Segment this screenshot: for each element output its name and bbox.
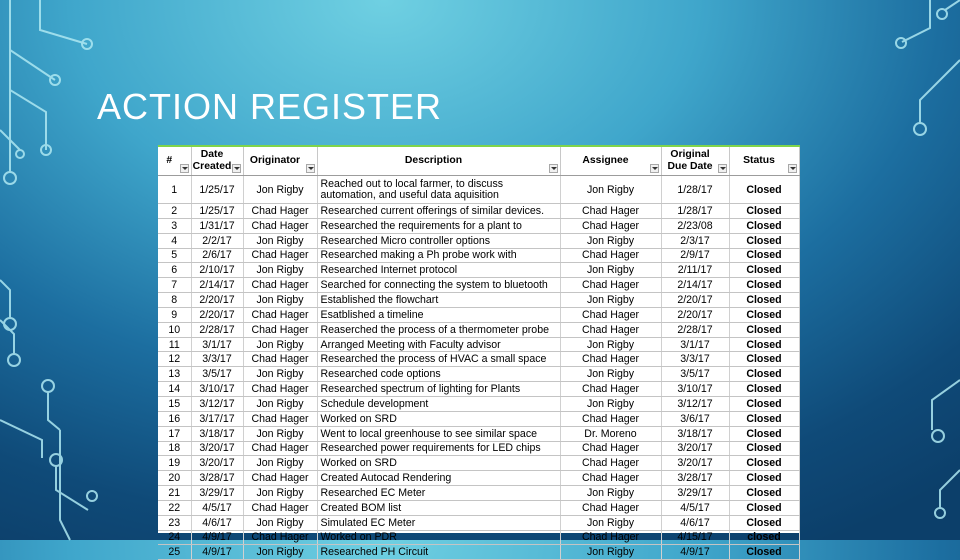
cell-assignee[interactable]: Chad Hager — [560, 530, 661, 545]
cell-date-created[interactable]: 2/6/17 — [191, 248, 243, 263]
cell-description[interactable] — [317, 515, 560, 530]
table-row[interactable] — [158, 426, 799, 441]
cell-assignee[interactable]: Jon Rigby — [560, 545, 661, 560]
cell-date-created[interactable]: 3/12/17 — [191, 396, 243, 411]
table-row[interactable] — [158, 352, 799, 367]
cell-status[interactable]: Closed — [729, 486, 799, 501]
description-text: Simulated EC Meter — [320, 516, 416, 529]
cell-description[interactable] — [317, 411, 560, 426]
cell-description[interactable] — [317, 218, 560, 233]
description-text: Created BOM list — [320, 501, 402, 514]
cell-description[interactable] — [317, 382, 560, 397]
cell-originator[interactable]: Jon Rigby — [243, 396, 317, 411]
cell-date-created[interactable]: 4/9/17 — [191, 530, 243, 545]
cell-originator[interactable]: Chad Hager — [243, 411, 317, 426]
cell-assignee[interactable]: Jon Rigby — [560, 293, 661, 308]
cell-assignee[interactable]: Chad Hager — [560, 248, 661, 263]
cell-description[interactable] — [317, 337, 560, 352]
cell-due-date[interactable]: 1/28/17 — [661, 204, 729, 219]
cell-due-date[interactable]: 2/3/17 — [661, 233, 729, 248]
slide-title: ACTION REGISTER — [97, 86, 443, 127]
cell-status[interactable]: Closed — [729, 248, 799, 263]
cell-assignee[interactable]: Chad Hager — [560, 411, 661, 426]
cell-originator[interactable]: Jon Rigby — [243, 337, 317, 352]
cell-description[interactable] — [317, 545, 560, 560]
cell-number[interactable]: 2 — [158, 204, 191, 219]
cell-status[interactable]: Closed — [729, 426, 799, 441]
cell-date-created[interactable]: 2/14/17 — [191, 278, 243, 293]
description-text: Researched power requirements for LED chips — [320, 442, 541, 455]
cell-status[interactable]: Closed — [729, 263, 799, 278]
cell-assignee[interactable]: Jon Rigby — [560, 263, 661, 278]
header-row — [158, 146, 799, 176]
cell-due-date[interactable]: 4/15/17 — [661, 530, 729, 545]
cell-date-created[interactable]: 3/17/17 — [191, 411, 243, 426]
cell-status[interactable]: Closed — [729, 396, 799, 411]
cell-number[interactable]: 6 — [158, 263, 191, 278]
table-row[interactable] — [158, 500, 799, 515]
cell-due-date[interactable]: 2/14/17 — [661, 278, 729, 293]
cell-date-created[interactable]: 2/10/17 — [191, 263, 243, 278]
cell-date-created[interactable]: 4/5/17 — [191, 500, 243, 515]
description-text: Worked on SRD — [320, 412, 397, 425]
cell-status[interactable]: closed — [729, 530, 799, 545]
cell-originator[interactable]: Jon Rigby — [243, 367, 317, 382]
cell-due-date[interactable]: 3/1/17 — [661, 337, 729, 352]
cell-date-created[interactable]: 3/18/17 — [191, 426, 243, 441]
cell-description[interactable] — [317, 307, 560, 322]
table-row[interactable] — [158, 218, 799, 233]
cell-status[interactable]: Closed — [729, 307, 799, 322]
description-text: Researched the requirements for a plant to — [320, 219, 522, 232]
table-row[interactable] — [158, 337, 799, 352]
cell-assignee[interactable]: Chad Hager — [560, 471, 661, 486]
description-text: Researched EC Meter — [320, 486, 426, 499]
cell-status[interactable]: Closed — [729, 456, 799, 471]
cell-due-date[interactable]: 3/20/17 — [661, 441, 729, 456]
table-row[interactable] — [158, 233, 799, 248]
cell-originator[interactable]: Jon Rigby — [243, 545, 317, 560]
cell-originator[interactable]: Jon Rigby — [243, 263, 317, 278]
cell-description[interactable] — [317, 233, 560, 248]
cell-assignee[interactable]: Chad Hager — [560, 307, 661, 322]
cell-date-created[interactable]: 3/3/17 — [191, 352, 243, 367]
cell-description[interactable] — [317, 352, 560, 367]
cell-status[interactable]: Closed — [729, 322, 799, 337]
filter-dropdown-icon[interactable] — [232, 164, 241, 173]
filter-dropdown-icon[interactable] — [549, 164, 558, 173]
table-row[interactable] — [158, 382, 799, 397]
cell-number[interactable]: 24 — [158, 530, 191, 545]
description-text: Worked on SRD — [320, 457, 397, 470]
cell-originator[interactable]: Chad Hager — [243, 471, 317, 486]
cell-date-created[interactable]: 2/28/17 — [191, 322, 243, 337]
col-header-originator[interactable]: Originator — [243, 146, 317, 176]
cell-assignee[interactable]: Chad Hager — [560, 352, 661, 367]
cell-date-created[interactable]: 1/31/17 — [191, 218, 243, 233]
cell-due-date[interactable]: 2/20/17 — [661, 307, 729, 322]
cell-date-created[interactable]: 3/10/17 — [191, 382, 243, 397]
cell-description[interactable] — [317, 248, 560, 263]
cell-number[interactable]: 11 — [158, 337, 191, 352]
cell-date-created[interactable]: 2/2/17 — [191, 233, 243, 248]
action-register-table — [158, 145, 799, 559]
cell-due-date[interactable]: 3/10/17 — [661, 382, 729, 397]
description-text: Schedule development — [320, 397, 429, 410]
cell-status[interactable]: Closed — [729, 278, 799, 293]
cell-originator[interactable]: Chad Hager — [243, 204, 317, 219]
cell-description[interactable] — [317, 263, 560, 278]
cell-assignee[interactable]: Jon Rigby — [560, 396, 661, 411]
cell-description[interactable] — [317, 500, 560, 515]
cell-description[interactable] — [317, 293, 560, 308]
cell-status[interactable]: Closed — [729, 515, 799, 530]
table-row[interactable] — [158, 456, 799, 471]
cell-assignee[interactable]: Chad Hager — [560, 322, 661, 337]
cell-description[interactable] — [317, 471, 560, 486]
table-row[interactable] — [158, 367, 799, 382]
cell-due-date[interactable]: 3/5/17 — [661, 367, 729, 382]
cell-due-date[interactable]: 3/18/17 — [661, 426, 729, 441]
cell-number[interactable]: 20 — [158, 471, 191, 486]
cell-status[interactable]: Closed — [729, 367, 799, 382]
col-header-description[interactable]: Description — [317, 146, 560, 176]
cell-date-created[interactable]: 1/25/17 — [191, 204, 243, 219]
description-text: Researched current offerings of similar devices. — [320, 204, 545, 217]
cell-date-created[interactable]: 2/20/17 — [191, 293, 243, 308]
filter-dropdown-icon[interactable] — [180, 164, 189, 173]
cell-date-created[interactable]: 3/28/17 — [191, 471, 243, 486]
description-text: Reaserched the process of a thermometer probe — [320, 323, 549, 336]
cell-description[interactable] — [317, 367, 560, 382]
table-row[interactable] — [158, 411, 799, 426]
cell-number[interactable]: 14 — [158, 382, 191, 397]
filter-dropdown-icon[interactable] — [650, 164, 659, 173]
table-row[interactable] — [158, 248, 799, 263]
cell-due-date[interactable]: 3/29/17 — [661, 486, 729, 501]
cell-assignee[interactable]: Chad Hager — [560, 278, 661, 293]
cell-number[interactable]: 10 — [158, 322, 191, 337]
cell-number[interactable]: 4 — [158, 233, 191, 248]
cell-status[interactable]: Closed — [729, 176, 799, 204]
table-row[interactable] — [158, 204, 799, 219]
cell-due-date[interactable]: 4/9/17 — [661, 545, 729, 560]
cell-status[interactable]: Closed — [729, 233, 799, 248]
cell-date-created[interactable]: 4/9/17 — [191, 545, 243, 560]
cell-due-date[interactable]: 3/12/17 — [661, 396, 729, 411]
table-row[interactable] — [158, 263, 799, 278]
table-row[interactable] — [158, 307, 799, 322]
cell-originator[interactable]: Chad Hager — [243, 382, 317, 397]
description-text: Searched for connecting the system to bluetooth — [320, 279, 548, 292]
description-text: Researched making a Ph probe work with — [320, 249, 517, 262]
cell-due-date[interactable]: 1/28/17 — [661, 176, 729, 204]
cell-number[interactable]: 9 — [158, 307, 191, 322]
cell-description[interactable] — [317, 204, 560, 219]
cell-status[interactable]: Closed — [729, 293, 799, 308]
description-text: Researched spectrum of lighting for Plants — [320, 383, 521, 396]
filter-dropdown-icon[interactable] — [788, 164, 797, 173]
cell-number[interactable]: 12 — [158, 352, 191, 367]
col-header-number[interactable]: # — [158, 146, 191, 176]
col-header-assignee[interactable]: Assignee — [560, 146, 661, 176]
cell-due-date[interactable]: 2/9/17 — [661, 248, 729, 263]
table-row[interactable] — [158, 486, 799, 501]
cell-number[interactable]: 5 — [158, 248, 191, 263]
table-row[interactable] — [158, 322, 799, 337]
cell-assignee[interactable]: Dr. Moreno — [560, 426, 661, 441]
cell-due-date[interactable]: 2/11/17 — [661, 263, 729, 278]
cell-date-created[interactable]: 3/20/17 — [191, 441, 243, 456]
cell-originator[interactable]: Chad Hager — [243, 500, 317, 515]
table-row[interactable] — [158, 545, 799, 560]
filter-dropdown-icon[interactable] — [306, 164, 315, 173]
cell-status[interactable]: Closed — [729, 411, 799, 426]
cell-assignee[interactable]: Chad Hager — [560, 441, 661, 456]
cell-number[interactable]: 25 — [158, 545, 191, 560]
cell-status[interactable]: Closed — [729, 441, 799, 456]
cell-description[interactable] — [317, 456, 560, 471]
cell-number[interactable]: 17 — [158, 426, 191, 441]
cell-originator[interactable]: Chad Hager — [243, 278, 317, 293]
cell-status[interactable]: Closed — [729, 382, 799, 397]
table-row[interactable] — [158, 396, 799, 411]
table-row[interactable] — [158, 515, 799, 530]
description-text: Worked on PDR — [320, 531, 397, 544]
description-text: Researched Micro controller options — [320, 234, 491, 247]
cell-description[interactable] — [317, 322, 560, 337]
cell-status[interactable]: Closed — [729, 545, 799, 560]
cell-description[interactable] — [317, 426, 560, 441]
cell-due-date[interactable]: 3/6/17 — [661, 411, 729, 426]
cell-originator[interactable]: Jon Rigby — [243, 456, 317, 471]
cell-assignee[interactable]: Chad Hager — [560, 456, 661, 471]
description-text: Researched PH Circuit — [320, 546, 429, 559]
cell-date-created[interactable]: 2/20/17 — [191, 307, 243, 322]
col-header-status[interactable]: Status — [729, 146, 799, 176]
table-row[interactable] — [158, 278, 799, 293]
table-row[interactable] — [158, 530, 799, 545]
cell-description[interactable] — [317, 441, 560, 456]
cell-status[interactable]: Closed — [729, 471, 799, 486]
cell-assignee[interactable]: Jon Rigby — [560, 176, 661, 204]
col-header-date-created[interactable]: Date Created — [191, 146, 243, 176]
cell-due-date[interactable]: 2/28/17 — [661, 322, 729, 337]
cell-number[interactable]: 1 — [158, 176, 191, 204]
cell-assignee[interactable]: Chad Hager — [560, 204, 661, 219]
col-header-original-due-date[interactable]: Original Due Date — [661, 146, 729, 176]
cell-originator[interactable]: Jon Rigby — [243, 486, 317, 501]
description-text: Established the flowchart — [320, 293, 439, 306]
cell-assignee[interactable]: Chad Hager — [560, 382, 661, 397]
cell-due-date[interactable]: 3/28/17 — [661, 471, 729, 486]
cell-number[interactable]: 15 — [158, 396, 191, 411]
cell-description[interactable] — [317, 530, 560, 545]
filter-dropdown-icon[interactable] — [718, 164, 727, 173]
cell-date-created[interactable]: 3/1/17 — [191, 337, 243, 352]
cell-assignee[interactable]: Jon Rigby — [560, 515, 661, 530]
cell-description[interactable] — [317, 486, 560, 501]
cell-originator[interactable]: Chad Hager — [243, 441, 317, 456]
cell-assignee[interactable]: Jon Rigby — [560, 233, 661, 248]
cell-date-created[interactable]: 3/20/17 — [191, 456, 243, 471]
cell-status[interactable]: Closed — [729, 337, 799, 352]
cell-date-created[interactable]: 3/5/17 — [191, 367, 243, 382]
cell-status[interactable]: Closed — [729, 500, 799, 515]
cell-assignee[interactable]: Jon Rigby — [560, 337, 661, 352]
cell-originator[interactable]: Chad Hager — [243, 218, 317, 233]
cell-originator[interactable]: Chad Hager — [243, 248, 317, 263]
cell-assignee[interactable]: Chad Hager — [560, 500, 661, 515]
cell-date-created[interactable]: 4/6/17 — [191, 515, 243, 530]
description-text: Esatblished a timeline — [320, 308, 424, 321]
cell-number[interactable]: 19 — [158, 456, 191, 471]
description-text: Reached out to local farmer, to discuss automation, and useful data aquisition — [320, 177, 504, 201]
cell-due-date[interactable]: 2/20/17 — [661, 293, 729, 308]
cell-date-created[interactable]: 3/29/17 — [191, 486, 243, 501]
cell-originator[interactable]: Jon Rigby — [243, 293, 317, 308]
cell-number[interactable]: 7 — [158, 278, 191, 293]
table-row[interactable] — [158, 176, 799, 204]
cell-number[interactable]: 8 — [158, 293, 191, 308]
cell-number[interactable]: 22 — [158, 500, 191, 515]
cell-originator[interactable]: Jon Rigby — [243, 233, 317, 248]
description-text: Created Autocad Rendering — [320, 472, 452, 485]
cell-date-created[interactable]: 1/25/17 — [191, 176, 243, 204]
cell-description[interactable] — [317, 278, 560, 293]
cell-due-date[interactable]: 4/6/17 — [661, 515, 729, 530]
description-text: Arranged Meeting with Faculty advisor — [320, 338, 501, 351]
cell-originator[interactable]: Chad Hager — [243, 307, 317, 322]
cell-originator[interactable]: Jon Rigby — [243, 515, 317, 530]
cell-due-date[interactable]: 4/5/17 — [661, 500, 729, 515]
cell-originator[interactable]: Jon Rigby — [243, 176, 317, 204]
cell-number[interactable]: 13 — [158, 367, 191, 382]
cell-originator[interactable]: Chad Hager — [243, 530, 317, 545]
cell-due-date[interactable]: 3/20/17 — [661, 456, 729, 471]
cell-assignee[interactable]: Jon Rigby — [560, 486, 661, 501]
description-text: Researched code options — [320, 368, 441, 381]
cell-originator[interactable]: Jon Rigby — [243, 426, 317, 441]
cell-status[interactable]: Closed — [729, 204, 799, 219]
table-row[interactable] — [158, 471, 799, 486]
cell-number[interactable]: 23 — [158, 515, 191, 530]
cell-originator[interactable]: Chad Hager — [243, 322, 317, 337]
description-text: Researched the process of HVAC a small space — [320, 353, 547, 366]
cell-originator[interactable]: Chad Hager — [243, 352, 317, 367]
cell-number[interactable]: 21 — [158, 486, 191, 501]
cell-number[interactable]: 16 — [158, 411, 191, 426]
table-row[interactable] — [158, 441, 799, 456]
cell-status[interactable]: Closed — [729, 218, 799, 233]
cell-description[interactable] — [317, 176, 560, 204]
description-text: Went to local greenhouse to see similar space — [320, 427, 538, 440]
description-text: Researched Internet protocol — [320, 264, 458, 277]
cell-assignee[interactable]: Jon Rigby — [560, 367, 661, 382]
cell-status[interactable]: Closed — [729, 352, 799, 367]
cell-due-date[interactable]: 3/3/17 — [661, 352, 729, 367]
table-row[interactable] — [158, 293, 799, 308]
cell-number[interactable]: 3 — [158, 218, 191, 233]
cell-assignee[interactable]: Chad Hager — [560, 218, 661, 233]
cell-description[interactable] — [317, 396, 560, 411]
cell-number[interactable]: 18 — [158, 441, 191, 456]
cell-due-date[interactable]: 2/23/08 — [661, 218, 729, 233]
